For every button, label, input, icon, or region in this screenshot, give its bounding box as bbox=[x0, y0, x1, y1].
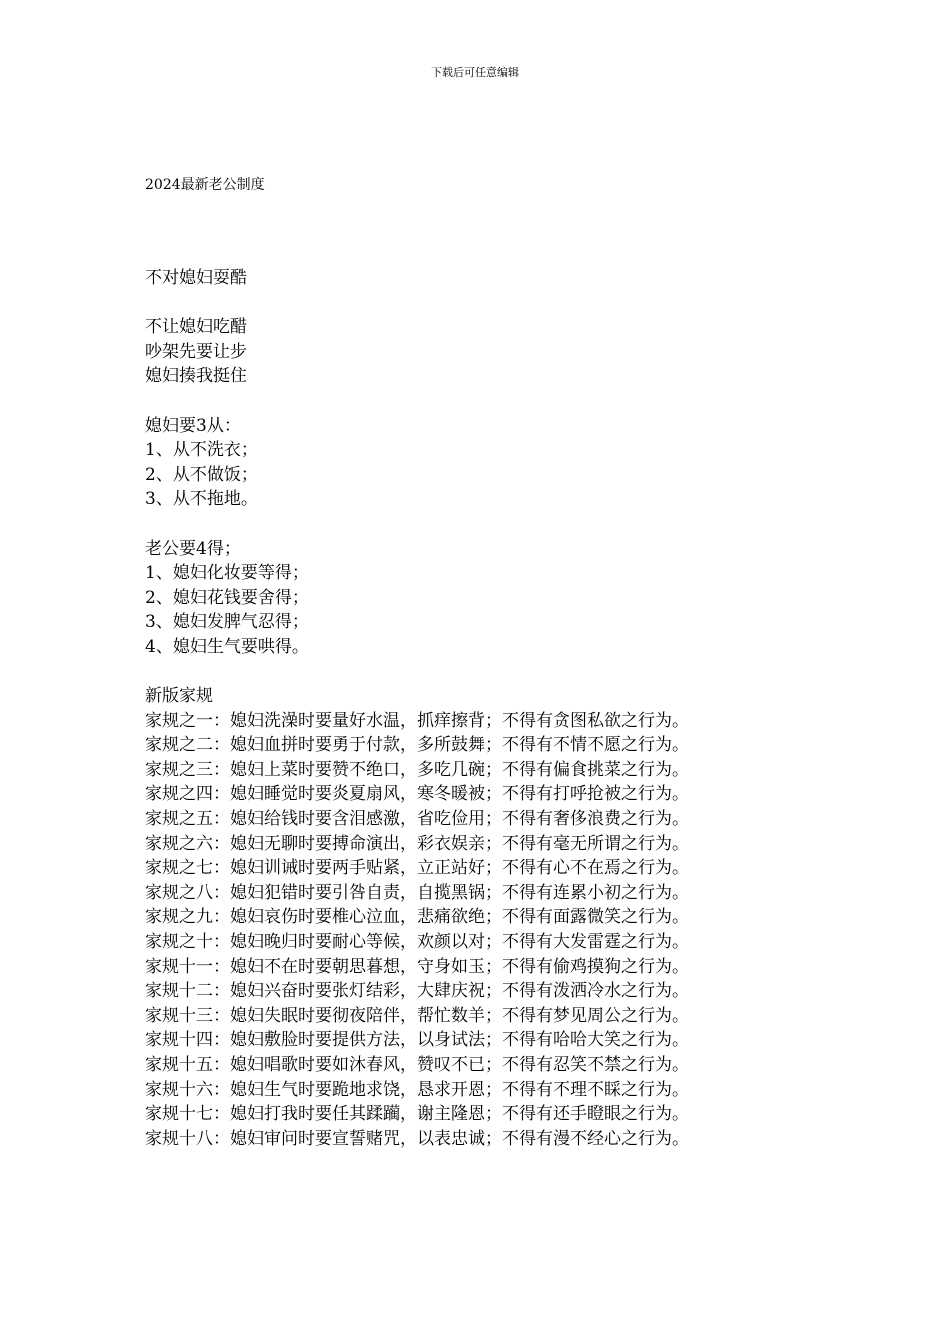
house-rule-item: 家规之二：媳妇血拼时要勇于付款，多所鼓舞；不得有不情不愿之行为。 bbox=[145, 735, 689, 756]
list-item: 2、媳妇花钱要舍得； bbox=[145, 587, 309, 608]
section-heading-husband: 老公要4得； bbox=[145, 538, 241, 559]
list-item: 1、从不洗衣； bbox=[145, 440, 258, 461]
list-item: 4、媳妇生气要哄得。 bbox=[145, 636, 309, 657]
house-rule-item: 家规之五：媳妇给钱时要含泪感激，省吃俭用；不得有奢侈浪费之行为。 bbox=[145, 809, 689, 830]
house-rule-item: 家规十八：媳妇审问时要宣誓赌咒，以表忠诚；不得有漫不经心之行为。 bbox=[145, 1128, 689, 1149]
document-body bbox=[145, 266, 845, 1151]
rule-line: 吵架先要让步 bbox=[145, 341, 247, 362]
house-rule-item: 家规十七：媳妇打我时要任其蹂躏，谢主隆恩；不得有还手瞪眼之行为。 bbox=[145, 1104, 689, 1125]
paragraph-gap bbox=[145, 512, 845, 537]
house-rule-item: 家规之三：媳妇上菜时要赞不绝口，多吃几碗；不得有偏食挑菜之行为。 bbox=[145, 759, 689, 780]
house-rule-item: 家规十二：媳妇兴奋时要张灯结彩，大肆庆祝；不得有泼洒冷水之行为。 bbox=[145, 981, 689, 1002]
house-rule-item: 家规之一：媳妇洗澡时要量好水温，抓痒擦背；不得有贪图私欲之行为。 bbox=[145, 710, 689, 731]
list-item: 2、从不做饭； bbox=[145, 464, 258, 485]
house-rule-item: 家规十一：媳妇不在时要朝思暮想，守身如玉；不得有偷鸡摸狗之行为。 bbox=[145, 956, 689, 977]
list-item: 3、从不拖地。 bbox=[145, 489, 258, 510]
section-heading-house-rules: 新版家规 bbox=[145, 686, 213, 707]
page-header-note: 下载后可任意编辑 bbox=[431, 66, 519, 79]
paragraph-gap bbox=[145, 389, 845, 414]
rule-line: 媳妇揍我挺住 bbox=[145, 366, 247, 387]
rule-line: 不让媳妇吃醋 bbox=[145, 317, 247, 338]
document-title: 2024最新老公制度 bbox=[145, 177, 265, 193]
rule-line: 不对媳妇耍酷 bbox=[145, 268, 247, 288]
house-rule-item: 家规十六：媳妇生气时要跪地求饶，恳求开恩；不得有不理不睬之行为。 bbox=[145, 1079, 689, 1100]
paragraph-gap bbox=[145, 660, 845, 685]
house-rule-item: 家规之十：媳妇晚归时要耐心等候，欢颜以对；不得有大发雷霆之行为。 bbox=[145, 932, 689, 953]
list-item: 1、媳妇化妆要等得； bbox=[145, 563, 309, 584]
section-heading-wife: 媳妇要3从： bbox=[145, 415, 241, 436]
paragraph-gap bbox=[145, 291, 845, 316]
house-rule-item: 家规之七：媳妇训诫时要两手贴紧，立正站好；不得有心不在焉之行为。 bbox=[145, 858, 689, 879]
house-rule-item: 家规之八：媳妇犯错时要引咎自责，自揽黑锅；不得有连累小初之行为。 bbox=[145, 882, 689, 903]
house-rule-item: 家规之九：媳妇哀伤时要椎心泣血，悲痛欲绝；不得有面露微笑之行为。 bbox=[145, 907, 689, 928]
house-rule-item: 家规十四：媳妇敷脸时要提供方法，以身试法；不得有哈哈大笑之行为。 bbox=[145, 1030, 689, 1051]
house-rule-item: 家规十五：媳妇唱歌时要如沐春风，赞叹不已；不得有忍笑不禁之行为。 bbox=[145, 1055, 689, 1075]
house-rule-item: 家规之六：媳妇无聊时要搏命演出，彩衣娱亲；不得有毫无所谓之行为。 bbox=[145, 833, 689, 854]
house-rule-item: 家规之四：媳妇睡觉时要炎夏扇风，寒冬暖被；不得有打呼抢被之行为。 bbox=[145, 784, 689, 805]
list-item: 3、媳妇发脾气忍得； bbox=[145, 612, 309, 633]
house-rule-item: 家规十三：媳妇失眠时要彻夜陪伴，帮忙数羊；不得有梦见周公之行为。 bbox=[145, 1005, 689, 1026]
